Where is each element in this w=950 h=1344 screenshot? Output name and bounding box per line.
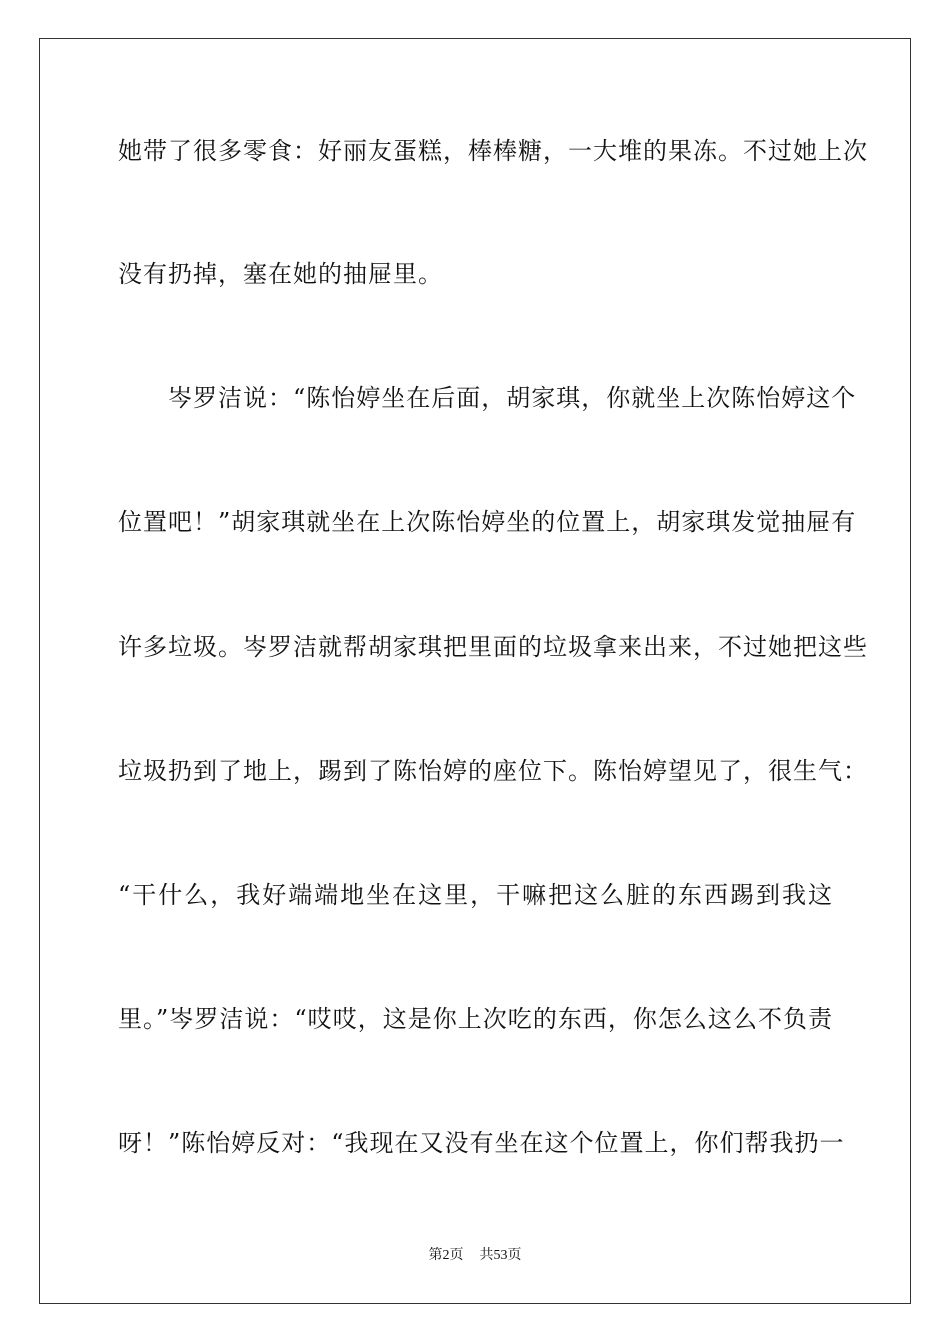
page-border <box>39 38 911 1304</box>
body-line-8: 里。”岑罗洁说：“哎哎，这是你上次吃的东西，你怎么这么不负责 <box>118 1005 833 1033</box>
body-line-4: 位置吧！”胡家琪就坐在上次陈怡婷坐的位置上，胡家琪发觉抽屉有 <box>118 508 857 536</box>
total-pages: 共53页 <box>479 1248 522 1263</box>
page-footer <box>0 1247 950 1265</box>
body-line-5: 许多垃圾。岑罗洁就帮胡家琪把里面的垃圾拿来出来，不过她把这些 <box>118 633 868 661</box>
body-line-1: 她带了很多零食：好丽友蛋糕，棒棒糖，一大堆的果冻。不过她上次 <box>118 137 868 165</box>
body-line-7: “干什么，我好端端地坐在这里，干嘛把这么脏的东西踢到我这 <box>118 881 833 909</box>
body-line-2: 没有扔掉，塞在她的抽屉里。 <box>118 260 443 288</box>
body-line-6: 垃圾扔到了地上，踢到了陈怡婷的座位下。陈怡婷望见了，很生气： <box>118 757 868 785</box>
body-line-9: 呀！”陈怡婷反对：“我现在又没有坐在这个位置上，你们帮我扔一 <box>118 1129 845 1157</box>
body-line-3: 岑罗洁说：“陈怡婷坐在后面，胡家琪，你就坐上次陈怡婷这个 <box>118 384 857 412</box>
page-number: 第2页 <box>428 1248 464 1263</box>
